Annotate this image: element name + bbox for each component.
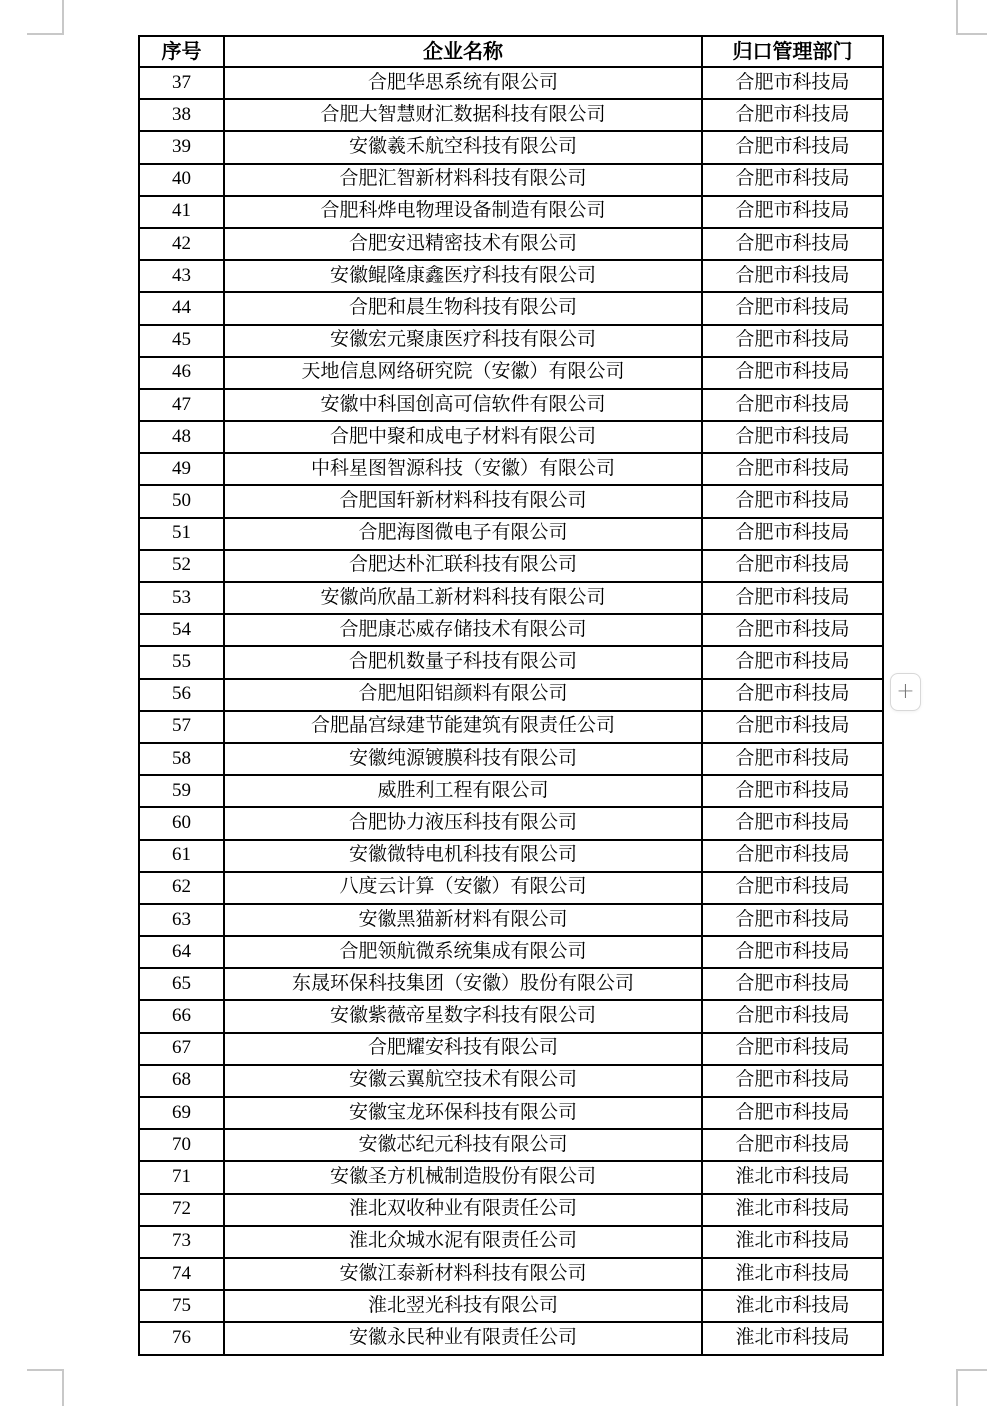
cell-department: 合肥市科技局 [702, 679, 883, 711]
cell-department: 淮北市科技局 [702, 1290, 883, 1322]
table-row [139, 1161, 883, 1193]
table-row [139, 743, 883, 775]
cell-serial-number: 58 [139, 743, 224, 775]
cell-company-name: 合肥中聚和成电子材料有限公司 [224, 421, 702, 453]
cell-company-name: 天地信息网络研究院（安徽）有限公司 [224, 357, 702, 389]
cell-company-name: 合肥耀安科技有限公司 [224, 1033, 702, 1065]
cell-company-name: 安徽宝龙环保科技有限公司 [224, 1097, 702, 1129]
cell-serial-number: 48 [139, 421, 224, 453]
table-row [139, 453, 883, 485]
column-header: 归口管理部门 [702, 36, 883, 67]
cell-serial-number: 75 [139, 1290, 224, 1322]
cell-company-name: 安徽圣方机械制造股份有限公司 [224, 1161, 702, 1193]
cell-company-name: 合肥汇智新材料科技有限公司 [224, 164, 702, 196]
cell-company-name: 合肥旭阳铝颜料有限公司 [224, 679, 702, 711]
cell-department: 合肥市科技局 [702, 968, 883, 1000]
cell-serial-number: 66 [139, 1000, 224, 1032]
table-row [139, 550, 883, 582]
cell-serial-number: 73 [139, 1226, 224, 1258]
cell-department: 合肥市科技局 [702, 807, 883, 839]
cell-serial-number: 74 [139, 1258, 224, 1290]
cell-serial-number: 64 [139, 936, 224, 968]
cell-serial-number: 44 [139, 292, 224, 324]
cell-company-name: 合肥达朴汇联科技有限公司 [224, 550, 702, 582]
table-row [139, 1033, 883, 1065]
cell-company-name: 八度云计算（安徽）有限公司 [224, 872, 702, 904]
cell-serial-number: 76 [139, 1322, 224, 1354]
cell-serial-number: 67 [139, 1033, 224, 1065]
cell-serial-number: 56 [139, 679, 224, 711]
table-row [139, 485, 883, 517]
cell-serial-number: 54 [139, 614, 224, 646]
cell-company-name: 合肥科烨电物理设备制造有限公司 [224, 196, 702, 228]
table-row [139, 968, 883, 1000]
table-row [139, 807, 883, 839]
cell-company-name: 淮北双收种业有限责任公司 [224, 1194, 702, 1226]
cell-department: 合肥市科技局 [702, 196, 883, 228]
cell-serial-number: 71 [139, 1161, 224, 1193]
cell-company-name: 安徽纯源镀膜科技有限公司 [224, 743, 702, 775]
page-corner-mark-bottom-left [27, 1369, 64, 1406]
cell-company-name: 安徽中科国创高可信软件有限公司 [224, 389, 702, 421]
cell-company-name: 合肥晶宫绿建节能建筑有限责任公司 [224, 711, 702, 743]
cell-department: 合肥市科技局 [702, 325, 883, 357]
table-row [139, 904, 883, 936]
cell-company-name: 安徽永民种业有限责任公司 [224, 1322, 702, 1354]
table-row [139, 518, 883, 550]
cell-serial-number: 45 [139, 325, 224, 357]
cell-company-name: 安徽尚欣晶工新材料科技有限公司 [224, 582, 702, 614]
table-row [139, 1065, 883, 1097]
cell-company-name: 合肥国轩新材料科技有限公司 [224, 485, 702, 517]
cell-company-name: 安徽芯纪元科技有限公司 [224, 1129, 702, 1161]
cell-department: 合肥市科技局 [702, 389, 883, 421]
cell-company-name: 合肥华思系统有限公司 [224, 67, 702, 99]
cell-serial-number: 50 [139, 485, 224, 517]
cell-serial-number: 49 [139, 453, 224, 485]
cell-department: 合肥市科技局 [702, 840, 883, 872]
cell-company-name: 合肥和晨生物科技有限公司 [224, 292, 702, 324]
cell-serial-number: 39 [139, 131, 224, 163]
table-row [139, 872, 883, 904]
cell-department: 合肥市科技局 [702, 453, 883, 485]
enterprise-table [138, 35, 884, 1356]
cell-department: 合肥市科技局 [702, 67, 883, 99]
cell-department: 合肥市科技局 [702, 711, 883, 743]
cell-company-name: 安徽江泰新材料科技有限公司 [224, 1258, 702, 1290]
cell-serial-number: 61 [139, 840, 224, 872]
cell-company-name: 合肥协力液压科技有限公司 [224, 807, 702, 839]
cell-company-name: 合肥海图微电子有限公司 [224, 518, 702, 550]
cell-company-name: 威胜利工程有限公司 [224, 775, 702, 807]
table-row [139, 646, 883, 678]
cell-serial-number: 59 [139, 775, 224, 807]
cell-department: 合肥市科技局 [702, 646, 883, 678]
cell-department: 合肥市科技局 [702, 582, 883, 614]
page-corner-mark-top-left [27, 0, 64, 35]
cell-department: 合肥市科技局 [702, 743, 883, 775]
table-row [139, 1097, 883, 1129]
table-row [139, 936, 883, 968]
cell-serial-number: 46 [139, 357, 224, 389]
cell-serial-number: 65 [139, 968, 224, 1000]
cell-department: 合肥市科技局 [702, 1097, 883, 1129]
table-body [139, 67, 883, 1355]
cell-serial-number: 42 [139, 228, 224, 260]
cell-department: 合肥市科技局 [702, 164, 883, 196]
cell-department: 合肥市科技局 [702, 1065, 883, 1097]
add-button[interactable] [890, 673, 921, 711]
table-row [139, 325, 883, 357]
cell-department: 合肥市科技局 [702, 228, 883, 260]
cell-serial-number: 47 [139, 389, 224, 421]
table-header-row [139, 36, 883, 67]
table-row [139, 1290, 883, 1322]
column-header: 序号 [139, 36, 224, 67]
cell-department: 合肥市科技局 [702, 872, 883, 904]
cell-department: 合肥市科技局 [702, 99, 883, 131]
cell-department: 合肥市科技局 [702, 131, 883, 163]
cell-serial-number: 69 [139, 1097, 224, 1129]
table-row [139, 1000, 883, 1032]
cell-company-name: 安徽微特电机科技有限公司 [224, 840, 702, 872]
cell-serial-number: 70 [139, 1129, 224, 1161]
cell-serial-number: 52 [139, 550, 224, 582]
table-row [139, 292, 883, 324]
table-row [139, 164, 883, 196]
table-row [139, 228, 883, 260]
table-row [139, 67, 883, 99]
table-row [139, 582, 883, 614]
cell-company-name: 合肥康芯威存储技术有限公司 [224, 614, 702, 646]
table-row [139, 357, 883, 389]
cell-serial-number: 72 [139, 1194, 224, 1226]
cell-company-name: 合肥领航微系统集成有限公司 [224, 936, 702, 968]
cell-serial-number: 37 [139, 67, 224, 99]
cell-company-name: 合肥大智慧财汇数据科技有限公司 [224, 99, 702, 131]
table-row [139, 99, 883, 131]
cell-serial-number: 57 [139, 711, 224, 743]
cell-company-name: 安徽鲲隆康鑫医疗科技有限公司 [224, 260, 702, 292]
cell-serial-number: 68 [139, 1065, 224, 1097]
table-row [139, 1322, 883, 1354]
table-row [139, 260, 883, 292]
cell-serial-number: 53 [139, 582, 224, 614]
table-row [139, 775, 883, 807]
table-row [139, 711, 883, 743]
cell-department: 合肥市科技局 [702, 292, 883, 324]
column-header: 企业名称 [224, 36, 702, 67]
page-corner-mark-top-right [956, 0, 987, 35]
cell-department: 合肥市科技局 [702, 936, 883, 968]
cell-serial-number: 40 [139, 164, 224, 196]
cell-serial-number: 43 [139, 260, 224, 292]
cell-company-name: 安徽云翼航空技术有限公司 [224, 1065, 702, 1097]
cell-department: 合肥市科技局 [702, 904, 883, 936]
cell-department: 合肥市科技局 [702, 775, 883, 807]
cell-serial-number: 63 [139, 904, 224, 936]
cell-department: 合肥市科技局 [702, 550, 883, 582]
cell-serial-number: 41 [139, 196, 224, 228]
table-row [139, 679, 883, 711]
cell-company-name: 中科星图智源科技（安徽）有限公司 [224, 453, 702, 485]
page-corner-mark-bottom-right [956, 1369, 987, 1406]
cell-department: 合肥市科技局 [702, 260, 883, 292]
cell-department: 淮北市科技局 [702, 1258, 883, 1290]
cell-company-name: 安徽紫薇帝星数字科技有限公司 [224, 1000, 702, 1032]
table-row [139, 389, 883, 421]
cell-company-name: 安徽宏元聚康医疗科技有限公司 [224, 325, 702, 357]
table-row [139, 614, 883, 646]
cell-company-name: 东晟环保科技集团（安徽）股份有限公司 [224, 968, 702, 1000]
cell-department: 合肥市科技局 [702, 421, 883, 453]
cell-company-name: 合肥机数量子科技有限公司 [224, 646, 702, 678]
plus-icon: + [896, 679, 915, 704]
cell-company-name: 淮北翌光科技有限公司 [224, 1290, 702, 1322]
cell-department: 合肥市科技局 [702, 1129, 883, 1161]
cell-serial-number: 51 [139, 518, 224, 550]
cell-department: 合肥市科技局 [702, 1033, 883, 1065]
table-row [139, 840, 883, 872]
table-row [139, 196, 883, 228]
cell-department: 合肥市科技局 [702, 1000, 883, 1032]
table-row [139, 131, 883, 163]
table-row [139, 1258, 883, 1290]
cell-company-name: 安徽黑猫新材料有限公司 [224, 904, 702, 936]
cell-serial-number: 55 [139, 646, 224, 678]
cell-serial-number: 60 [139, 807, 224, 839]
cell-department: 淮北市科技局 [702, 1194, 883, 1226]
cell-department: 淮北市科技局 [702, 1226, 883, 1258]
cell-department: 淮北市科技局 [702, 1322, 883, 1354]
table-row [139, 1194, 883, 1226]
table-row [139, 1129, 883, 1161]
cell-department: 合肥市科技局 [702, 485, 883, 517]
table-row [139, 421, 883, 453]
cell-department: 合肥市科技局 [702, 357, 883, 389]
cell-serial-number: 38 [139, 99, 224, 131]
cell-company-name: 安徽羲禾航空科技有限公司 [224, 131, 702, 163]
cell-company-name: 淮北众城水泥有限责任公司 [224, 1226, 702, 1258]
cell-company-name: 合肥安迅精密技术有限公司 [224, 228, 702, 260]
cell-department: 淮北市科技局 [702, 1161, 883, 1193]
cell-department: 合肥市科技局 [702, 518, 883, 550]
cell-department: 合肥市科技局 [702, 614, 883, 646]
cell-serial-number: 62 [139, 872, 224, 904]
table-row [139, 1226, 883, 1258]
